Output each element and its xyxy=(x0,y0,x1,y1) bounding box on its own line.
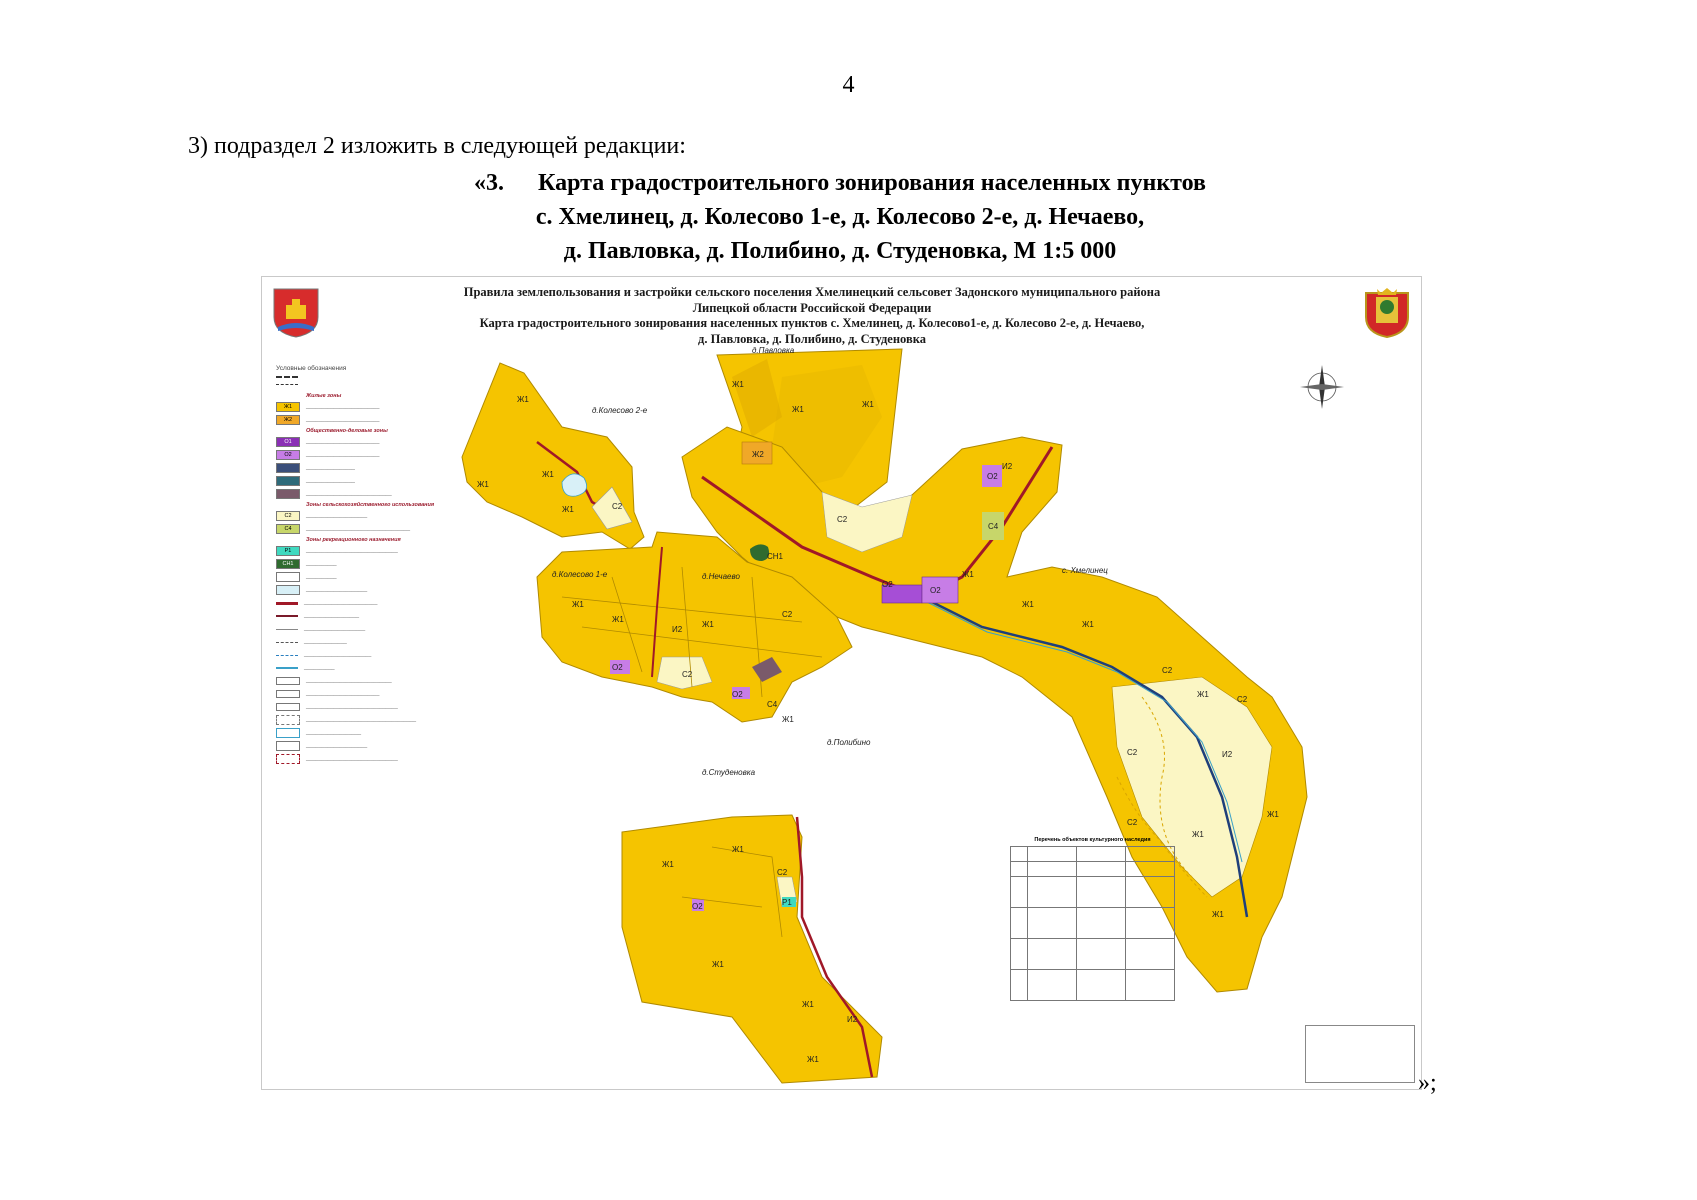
zone-label: С4 xyxy=(767,700,778,709)
closing-quote: »; xyxy=(1418,1070,1437,1096)
title-block-stamp xyxy=(1305,1025,1415,1083)
legend-item: ________________ xyxy=(276,463,476,473)
zone-label: Ж1 xyxy=(712,960,724,969)
zone-label: С2 xyxy=(612,502,623,511)
zone-label: О2 xyxy=(987,472,998,481)
zone-label: Ж1 xyxy=(662,860,674,869)
village-label: д.Колесово 2-е xyxy=(592,406,648,415)
legend-item: __________ xyxy=(276,663,476,673)
zone-label: О2 xyxy=(930,586,941,595)
zone-label: Ж1 xyxy=(1267,810,1279,819)
legend-item: ____________________________ xyxy=(276,489,476,499)
zone-label: Ж1 xyxy=(1022,600,1034,609)
zone-label: Ж1 xyxy=(862,400,874,409)
legend-head-recreation: Зоны рекреационного назначения xyxy=(306,537,401,543)
map-drawing xyxy=(262,277,1421,1089)
village-label: д.Студеновка xyxy=(702,768,756,777)
legend-item: __________________ xyxy=(276,611,476,621)
zone-label: Ж1 xyxy=(1082,620,1094,629)
zone-label: Ж2 xyxy=(752,450,764,459)
legend-item: Р1 ______________________________ xyxy=(276,546,476,556)
objects-table-caption: Перечень объектов культурного наследия xyxy=(1034,837,1151,843)
legend-item: ____________________________________ xyxy=(276,715,476,725)
map-title-line: д. Павловка, д. Полибино, д. Студеновка xyxy=(698,331,926,346)
zone-label: О2 xyxy=(692,902,703,911)
zone-label: Ж1 xyxy=(702,620,714,629)
legend-item: __________________ xyxy=(276,728,476,738)
legend-item: Ж2 ________________________ xyxy=(276,415,476,425)
legend-item: ____________________________ xyxy=(276,676,476,686)
zone-label: С2 xyxy=(782,610,793,619)
legend-item: ________________________ xyxy=(276,689,476,699)
legend-head-rural: Зоны сельскохозяйственного использования xyxy=(306,502,435,508)
zone-label: С2 xyxy=(777,868,788,877)
map-title-line: Липецкой области Российской Федерации xyxy=(692,300,932,315)
zone-label: С2 xyxy=(1237,695,1248,704)
zone-label: И2 xyxy=(847,1015,858,1024)
zone-label: Р1 xyxy=(782,898,792,907)
zone-label: Ж1 xyxy=(572,600,584,609)
legend-item: ________________________ xyxy=(276,598,476,608)
zone-label: Ж1 xyxy=(792,405,804,414)
heading-line-1: Карта градостроительного зонирования населенных пунктов xyxy=(538,170,1206,196)
zone-label: Ж1 xyxy=(517,395,529,404)
zone-label: Ж1 xyxy=(807,1055,819,1064)
legend-head-public: Общественно-деловые зоны xyxy=(306,428,388,434)
zone-label: Ж1 xyxy=(477,480,489,489)
intro-line: 3) подраздел 2 изложить в следующей редакции: xyxy=(188,133,686,159)
legend-item: О1 ________________________ xyxy=(276,437,476,447)
zone-label: Ж1 xyxy=(1192,830,1204,839)
legend-item: С4 __________________________________ xyxy=(276,524,476,534)
legend-item: СН1 __________ xyxy=(276,559,476,569)
village-label: д.Нечаево xyxy=(702,572,740,581)
zone-label: О2 xyxy=(732,690,743,699)
village-label: д.Павловка xyxy=(752,346,795,355)
map-title-line: Карта градостроительного зонирования населенных пунктов с. Хмелинец, д. Колесово1-е, д. Колесово 2-е, д. Нечаево, xyxy=(479,316,1145,330)
legend-item: ____________________ xyxy=(276,624,476,634)
legend-item: Ж1 ________________________ xyxy=(276,402,476,412)
zone-label: С2 xyxy=(837,515,848,524)
zone-label: Ж1 xyxy=(732,845,744,854)
heading-line-3: д. Павловка, д. Полибино, д. Студеновка, М 1:5 000 xyxy=(563,238,1117,264)
zone-label: С2 xyxy=(1162,666,1173,675)
legend-item: ______________________________ xyxy=(276,754,476,764)
legend-item: С2 ____________________ xyxy=(276,511,476,521)
zone-label: С4 xyxy=(988,522,999,531)
legend-item: ____________________ xyxy=(276,741,476,751)
heading-number: «3. xyxy=(474,170,504,196)
settlement-studenovka xyxy=(622,815,882,1083)
legend-item: О2 ________________________ xyxy=(276,450,476,460)
page-number: 4 xyxy=(842,72,855,98)
cultural-objects-table xyxy=(1010,837,1175,1047)
zone-label: Ж1 xyxy=(782,715,794,724)
legend-item: ______________ xyxy=(276,637,476,647)
zone-label: С2 xyxy=(1127,748,1138,757)
zone-label: С2 xyxy=(1127,818,1138,827)
zone-label: С2 xyxy=(682,670,693,679)
zone-label: Ж1 xyxy=(612,615,624,624)
zone-label: Ж1 xyxy=(802,1000,814,1009)
zone-label: Ж1 xyxy=(732,380,744,389)
village-label: д.Полибино xyxy=(827,738,871,747)
legend-item: __________ xyxy=(276,572,476,582)
compass-rose-icon xyxy=(1300,365,1344,409)
legend-item: ______________________________ xyxy=(276,702,476,712)
zone-label: О2 xyxy=(612,663,623,672)
zone-label: И2 xyxy=(672,625,683,634)
map-title-line: Правила землепользования и застройки сельского поселения Хмелинецкий сельсовет Задонского муниципального района xyxy=(463,285,1161,299)
zone-label: И2 xyxy=(1002,462,1013,471)
zone-label: СН1 xyxy=(767,552,784,561)
village-label: с. Хмелинец xyxy=(1062,566,1108,575)
village-label: д.Колесово 1-е xyxy=(552,570,608,579)
legend-item: ________________ xyxy=(276,476,476,486)
legend-item: ____________________ xyxy=(276,585,476,595)
legend-title: Условные обозначения xyxy=(276,365,347,372)
legend-head-residential: Жилые зоны xyxy=(306,393,342,399)
zone-label: Ж1 xyxy=(1212,910,1224,919)
zone-label: Ж1 xyxy=(542,470,554,479)
zone-label: Ж1 xyxy=(962,570,974,579)
heading-line-2: с. Хмелинец, д. Колесово 1-е, д. Колесово 2-е, д. Нечаево, xyxy=(535,204,1145,230)
zone-label: Ж1 xyxy=(562,505,574,514)
section-heading xyxy=(390,166,1290,268)
zone-label: Ж1 xyxy=(1197,690,1209,699)
zoning-map xyxy=(261,276,1422,1090)
zone-label: О2 xyxy=(882,580,893,589)
legend-item: ______________________ xyxy=(276,650,476,660)
zone-label: И2 xyxy=(1222,750,1233,759)
